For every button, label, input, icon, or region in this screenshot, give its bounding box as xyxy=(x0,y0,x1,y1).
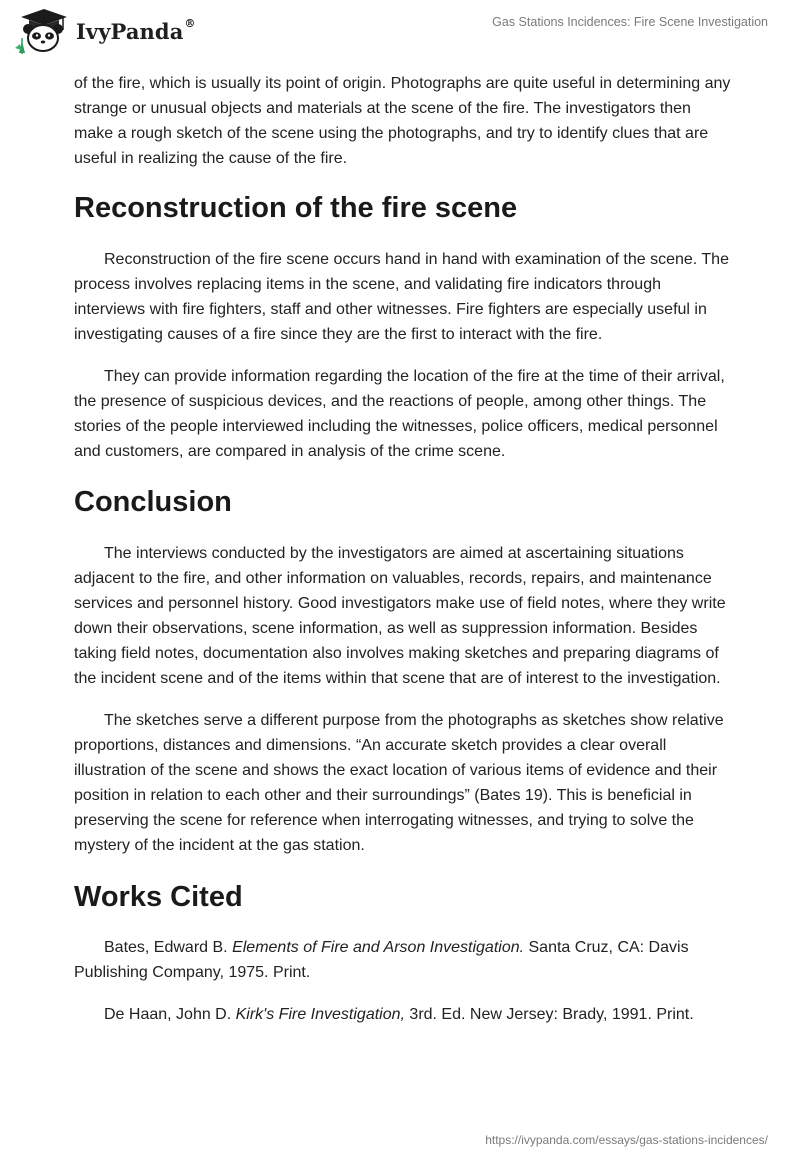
ivypanda-logo[interactable] xyxy=(14,8,196,54)
conclusion-heading: Conclusion xyxy=(74,486,232,518)
works-cited-heading: Works Cited xyxy=(74,881,243,913)
citation-entry xyxy=(74,935,734,985)
page-header xyxy=(0,0,800,60)
reconstruction-heading: Reconstruction of the fire scene xyxy=(74,192,518,224)
source-url[interactable]: https://ivypanda.com/essays/gas-stations-incidences/ xyxy=(485,1133,768,1147)
registered-mark: ® xyxy=(184,16,196,30)
citation-author: Bates, Edward B. xyxy=(104,939,233,956)
panda-mascot-icon xyxy=(14,8,72,54)
intro-paragraph: of the fire, which is usually its point of origin. Photographs are quite useful in determining any strange or unusual objects and materials at the scene of the fire. The investigators then make a rough sketch of the scene using the photographs, and try to identify clues that are useful in realizing the cause of the fire. xyxy=(74,75,731,167)
citation-title: Elements of Fire and Arson Investigation. xyxy=(232,939,525,956)
citation-publisher: Santa Cruz, CA: Davis Publishing Company, 1975. Print. xyxy=(74,939,689,981)
brand-name-text: IvyPanda xyxy=(76,18,184,44)
reconstruction-paragraph-1: Reconstruction of the fire scene occurs hand in hand with examination of the scene. The process involves replacing items in the scene, and validating fire indicators through interviews with fire fighters, staff and other witnesses. Fire fighters are especially useful in investigating causes of a fire since they are the first to interact with the fire. xyxy=(74,251,729,343)
conclusion-paragraph-1: The interviews conducted by the investigators are aimed at ascertaining situations adjacent to the fire, and other information on valuables, records, repairs, and maintenance services and personnel history. Good investigators make use of field notes, where they write down their observations, scene information, as well as suppression information. Besides taking field notes, documentation also involves making sketches and preparing diagrams of the incident scene and of the items within that scene that are of interest to the investigation. xyxy=(74,545,726,687)
essay-body xyxy=(74,71,734,1027)
citation-title: Kirk's Fire Investigation, xyxy=(235,1006,405,1023)
reconstruction-paragraph-2: They can provide information regarding the location of the fire at the time of their arrival, the presence of suspicious devices, and the reactions of people, among other things. The stories of the people interviewed including the witnesses, police officers, medical personnel and customers, are compared in analysis of the crime scene. xyxy=(74,368,725,460)
citation-publisher: 3rd. Ed. New Jersey: Brady, 1991. Print. xyxy=(404,1006,694,1023)
citation-entry xyxy=(74,1002,734,1027)
document-title: Gas Stations Incidences: Fire Scene Investigation xyxy=(492,15,768,29)
brand-name xyxy=(76,16,196,44)
conclusion-paragraph-2: The sketches serve a different purpose from the photographs as sketches show relative proportions, distances and dimensions. “An accurate sketch provides a clear overall illustration of the scene and shows the exact location of various items of evidence and their position in relation to each other and their surroundings” (Bates 19). This is beneficial in preserving the scene for reference when interrogating witnesses, and trying to solve the mystery of the incident at the gas station. xyxy=(74,712,724,854)
citation-author: De Haan, John D. xyxy=(104,1006,236,1023)
